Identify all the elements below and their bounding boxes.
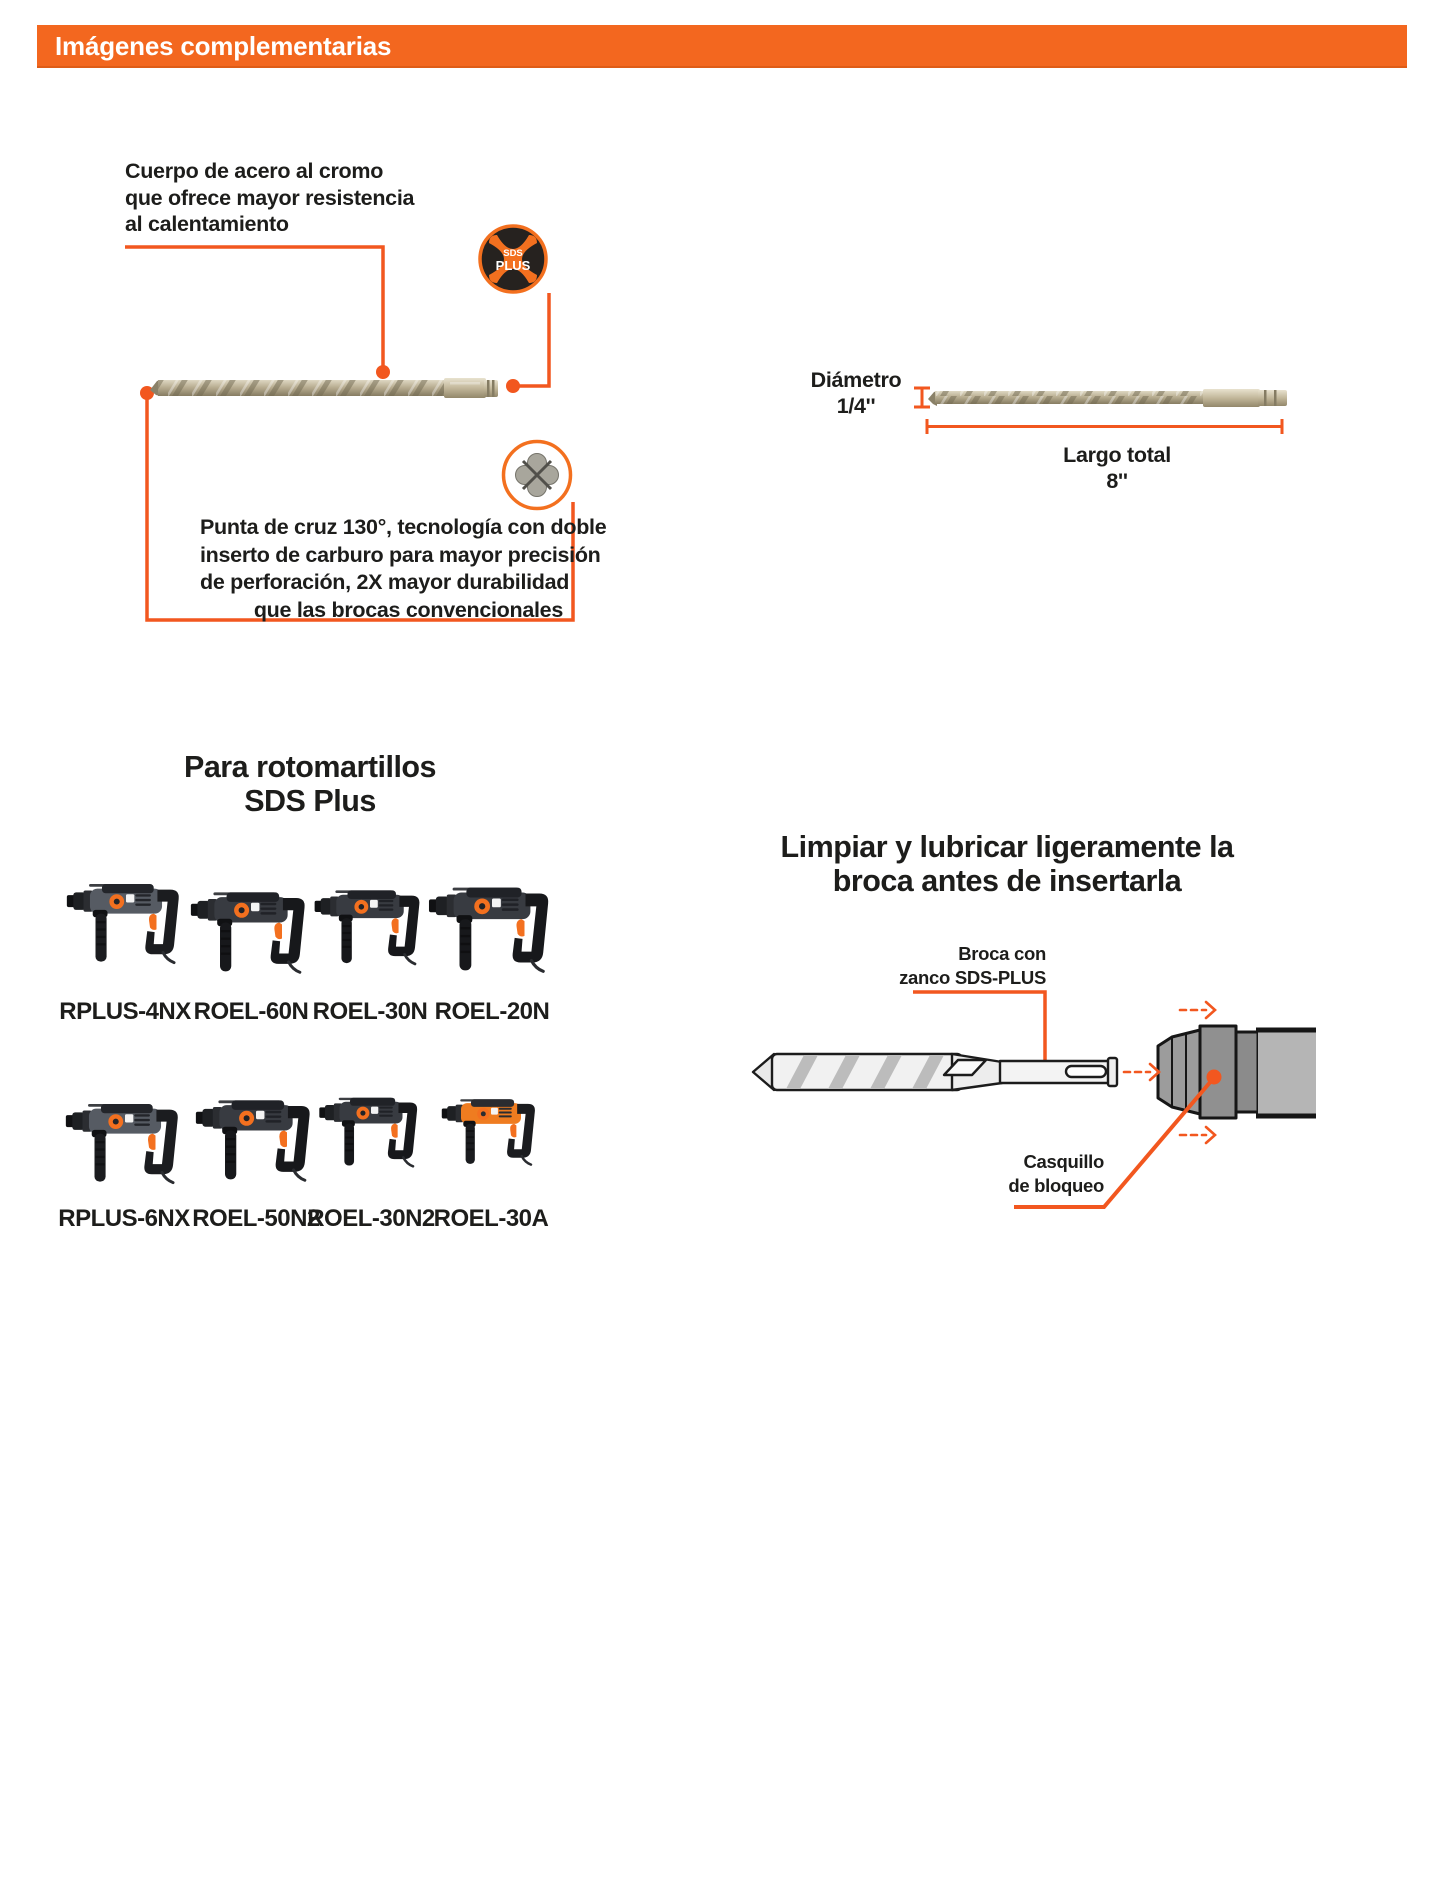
insertion-title: Limpiar y lubricar ligeramente la broca antes de insertarla <box>780 830 1234 898</box>
hammer-illustration-roel-20n <box>427 872 557 982</box>
header-bar <box>37 25 1407 68</box>
compatibility-title: Para rotomartillos SDS Plus <box>183 750 437 818</box>
hammer-illustration-roel-30n2 <box>307 1088 435 1172</box>
badge-text-bottom: PLUS <box>495 258 531 273</box>
badge-text-top: SDS <box>503 248 523 259</box>
chuck-illustration <box>1158 1026 1316 1118</box>
model-label-rplus-6nx: RPLUS-6NX <box>58 1205 190 1232</box>
hammer-illustration-roel-30a <box>426 1090 556 1170</box>
cross-tip-note: Punta de cruz 130°, tecnología con doble inserto de carburo para mayor precisión de perforación, 2X mayor durabilidad que las brocas convencionales <box>200 515 607 622</box>
drill-bit-photo-main <box>150 378 498 398</box>
model-label-roel-30n2: ROEL-30N2 <box>307 1205 435 1232</box>
hammer-illustration-roel-30n <box>306 880 434 970</box>
length-label: Largo total 8'' <box>1063 443 1171 493</box>
page-title: Imágenes complementarias <box>55 31 392 61</box>
model-label-roel-30n: ROEL-30N <box>312 998 428 1025</box>
hammer-illustration-roel-60n <box>189 874 313 986</box>
drill-bit-vector <box>753 1054 1117 1090</box>
diameter-marker <box>914 388 930 407</box>
sds-plus-badge <box>480 226 546 292</box>
diameter-label: Diámetro 1/4'' <box>810 368 902 418</box>
length-measure-line <box>927 419 1282 434</box>
locking-sleeve-label: Casquillo de bloqueo <box>1008 1151 1104 1196</box>
model-label-roel-30a: ROEL-30A <box>433 1205 549 1232</box>
cross-tip-circle <box>504 442 571 509</box>
hammer-illustration-roel-50n2 <box>194 1084 318 1192</box>
model-label-rplus-4nx: RPLUS-4NX <box>59 998 191 1025</box>
hammer-illustration-rplus-4nx <box>65 866 187 976</box>
drill-bit-photo-small <box>928 389 1287 407</box>
model-label-roel-20n: ROEL-20N <box>434 998 550 1025</box>
bit-shank-label: Broca con zanco SDS-PLUS <box>899 943 1046 988</box>
body-steel-note: Cuerpo de acero al cromo que ofrece mayor resistencia al calentamiento <box>125 159 415 236</box>
model-label-roel-50n2: ROEL-50N2 <box>192 1205 320 1232</box>
model-label-roel-60n: ROEL-60N <box>193 998 309 1025</box>
hammer-illustration-rplus-6nx <box>64 1086 186 1196</box>
